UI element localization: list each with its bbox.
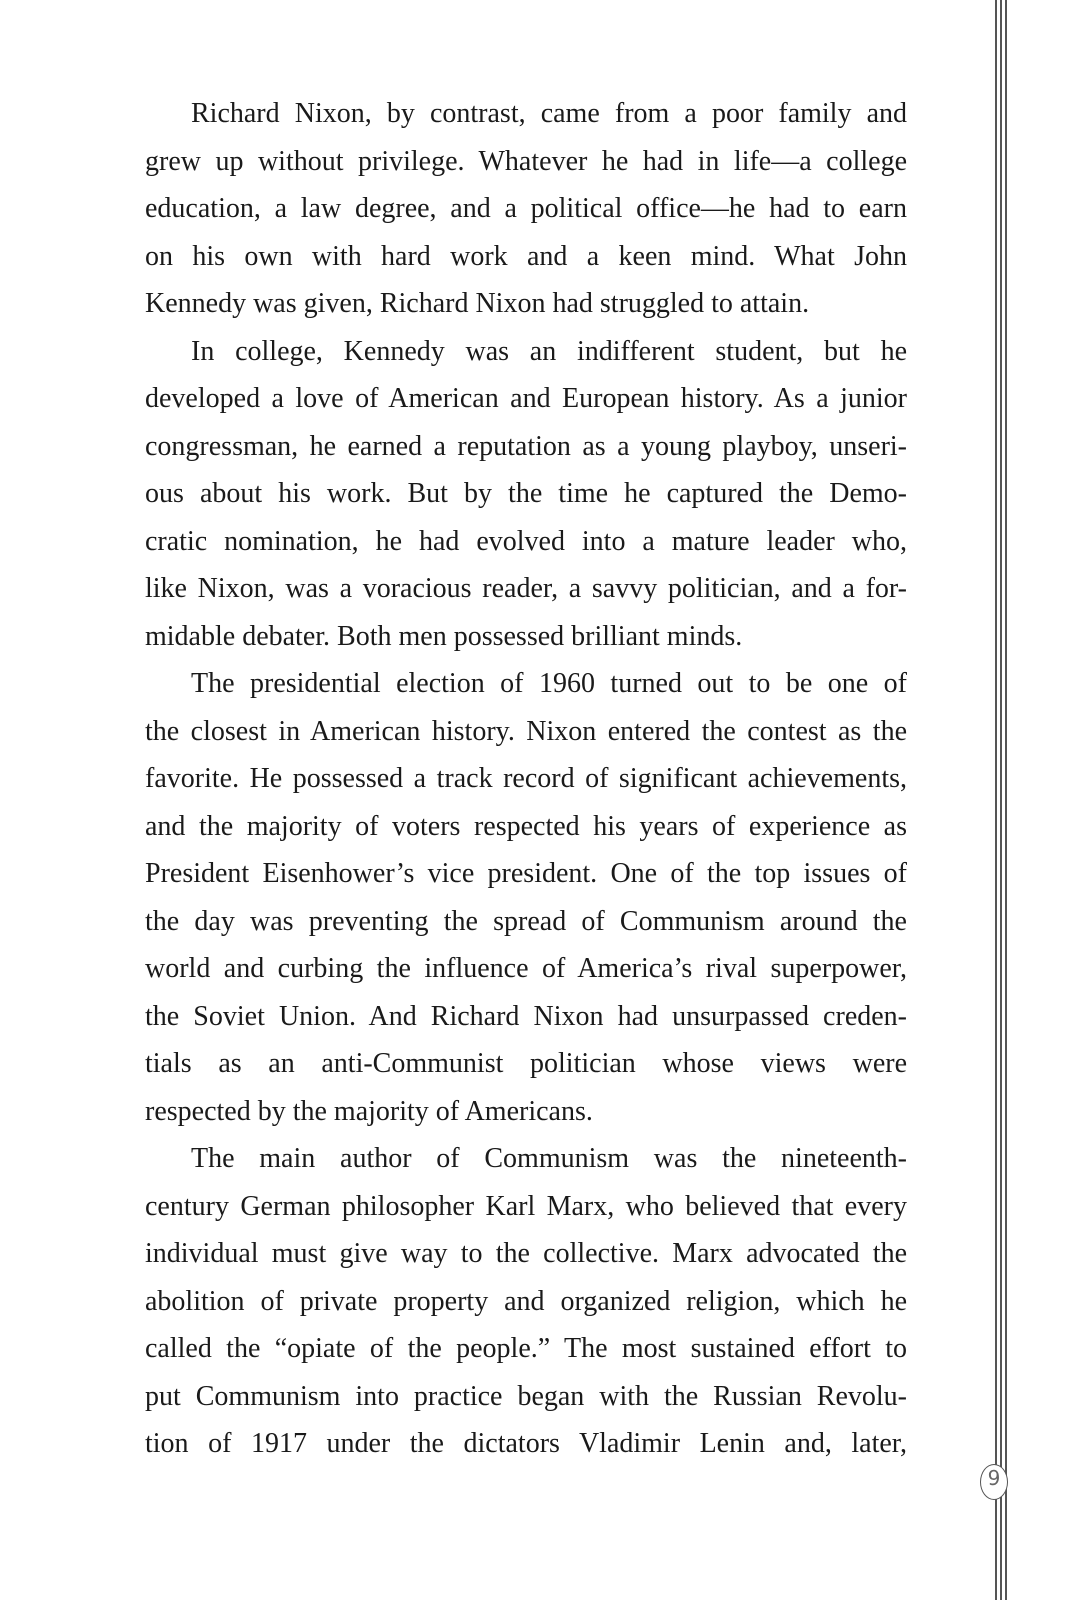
text-line: developed a love of American and European history. As a junior xyxy=(145,383,907,414)
text-line: Kennedy was given, Richard Nixon had struggled to attain. xyxy=(145,288,810,319)
text-line: individual must give way to the collective. Marx advocated the xyxy=(145,1238,907,1269)
text-line: tion of 1917 under the dictators Vladimir Lenin and, later, xyxy=(145,1428,907,1459)
paragraph xyxy=(145,1135,907,1468)
text-line: tials as an anti-Communist politician whose views were xyxy=(145,1048,907,1079)
text-line: cratic nomination, he had evolved into a mature leader who, xyxy=(145,525,907,557)
paragraph xyxy=(145,90,907,328)
paragraph xyxy=(145,328,907,661)
text-line: President Eisenhower’s vice president. One of the top issues of xyxy=(145,858,907,889)
text-line: the closest in American history. Nixon entered the contest as the xyxy=(145,715,907,747)
text-line: the Soviet Union. And Richard Nixon had unsurpassed creden- xyxy=(145,1000,907,1032)
text-line: The main author of Communism was the nineteenth- xyxy=(191,1143,907,1174)
body-text xyxy=(145,90,907,1468)
text-line: respected by the majority of Americans. xyxy=(145,1095,593,1127)
text-line: put Communism into practice began with the Russian Revolu- xyxy=(145,1380,907,1412)
text-line: grew up without privilege. Whatever he had in life—a college xyxy=(145,145,907,177)
paragraph xyxy=(145,660,907,1135)
margin-rule xyxy=(1005,0,1007,1600)
text-line: called the “opiate of the people.” The most sustained effort to xyxy=(145,1333,907,1364)
text-line: In college, Kennedy was an indifferent student, but he xyxy=(191,335,907,367)
margin-rule xyxy=(1000,0,1002,1600)
text-line: The presidential election of 1960 turned out to be one of xyxy=(191,668,907,699)
text-line: midable debater. Both men possessed brilliant minds. xyxy=(145,620,743,652)
text-line: the day was preventing the spread of Communism around the xyxy=(145,905,907,937)
text-line: ous about his work. But by the time he captured the Demo- xyxy=(145,478,907,509)
text-line: Richard Nixon, by contrast, came from a poor family and xyxy=(191,98,907,129)
text-line: like Nixon, was a voracious reader, a savvy politician, and a for- xyxy=(145,573,907,604)
text-line: and the majority of voters respected his years of experience as xyxy=(145,810,907,842)
margin-rule xyxy=(995,0,997,1600)
text-line: education, a law degree, and a political office—he had to earn xyxy=(145,193,907,224)
text-line: on his own with hard work and a keen mind. What John xyxy=(145,240,907,272)
text-line: abolition of private property and organized religion, which he xyxy=(145,1285,907,1317)
text-line: congressman, he earned a reputation as a young playboy, unseri- xyxy=(145,430,907,462)
text-line: century German philosopher Karl Marx, who believed that every xyxy=(145,1190,907,1222)
text-line: world and curbing the influence of America’s rival superpower, xyxy=(145,953,907,984)
text-line: favorite. He possessed a track record of significant achievements, xyxy=(145,763,907,794)
page-number: 9 xyxy=(987,1466,1001,1490)
